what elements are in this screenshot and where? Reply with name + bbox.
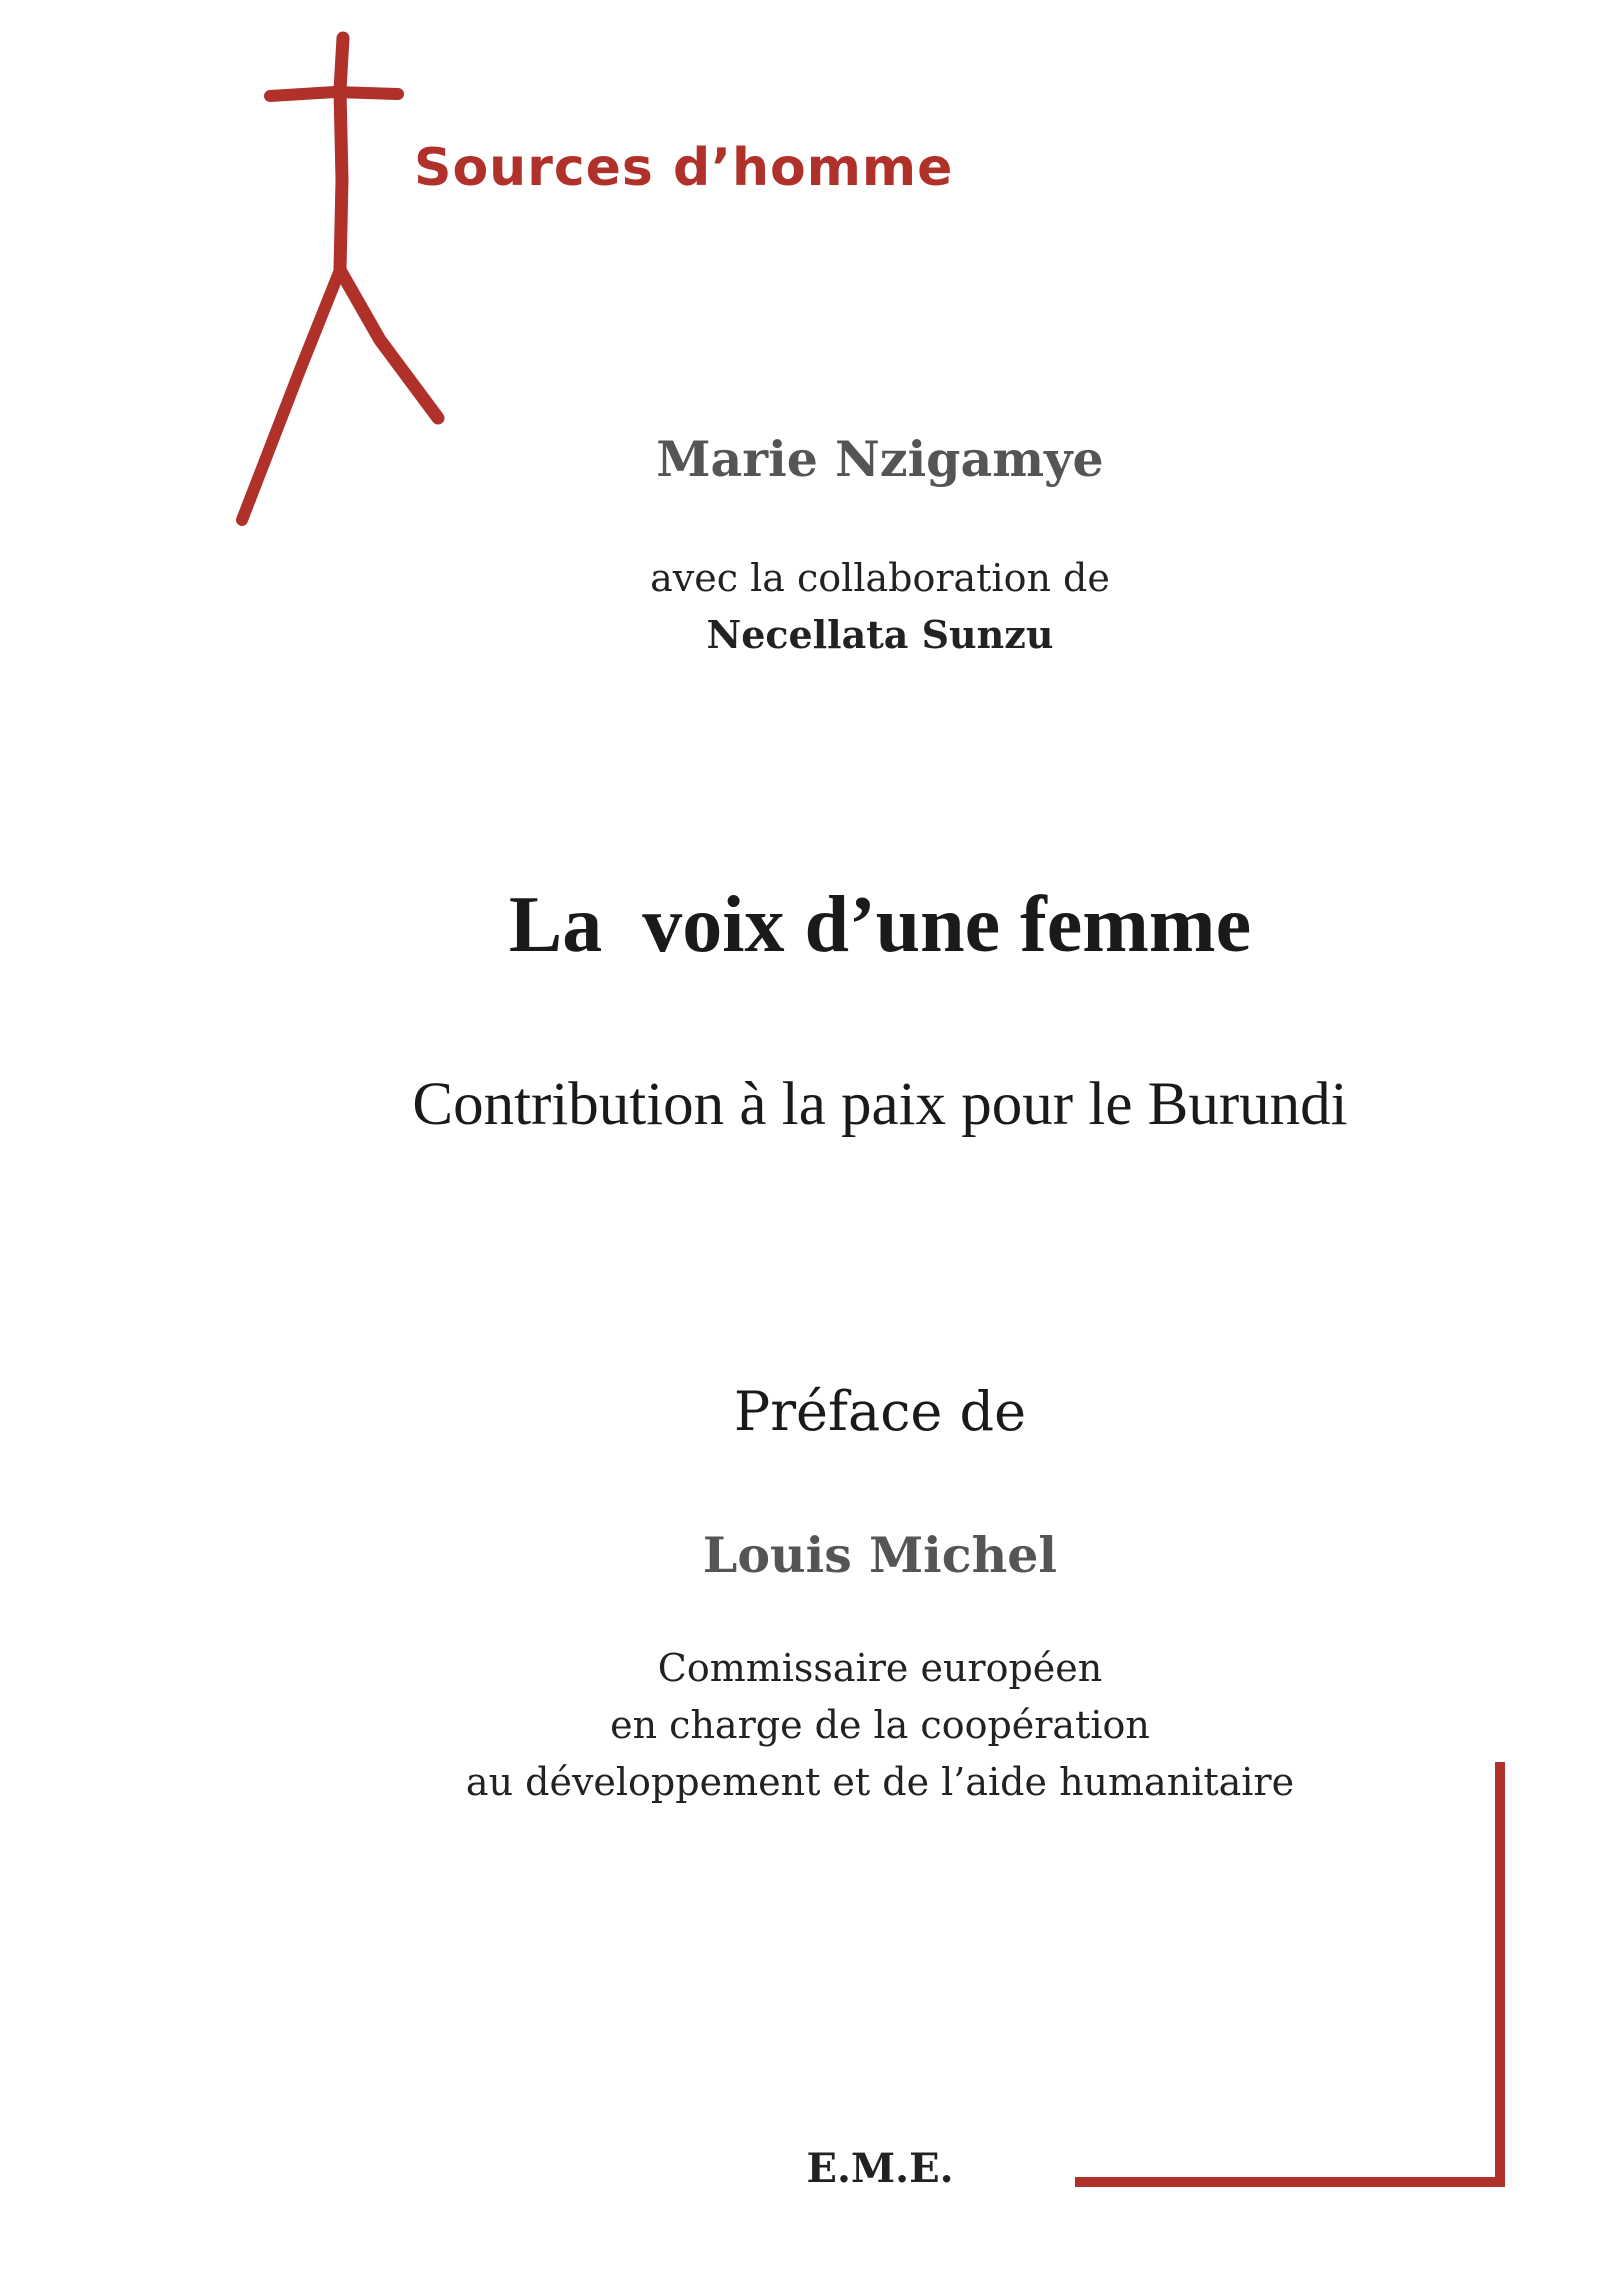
- preface-role-line: en charge de la coopération: [610, 1703, 1150, 1747]
- preface-role-line: au développement et de l’aide humanitaire: [465, 1760, 1295, 1804]
- series-name: Sources d’homme: [414, 138, 954, 198]
- collaborator-name: Necellata Sunzu: [706, 612, 1054, 657]
- collaboration-label: avec la collaboration de: [650, 556, 1110, 600]
- corner-frame-decoration: [1075, 1762, 1505, 2192]
- preface-role-line: Commissaire européen: [657, 1646, 1103, 1690]
- book-subtitle: Contribution à la paix pour le Burundi: [412, 1071, 1348, 1138]
- author-name: Marie Nzigamye: [656, 430, 1104, 488]
- preface-label: Préface de: [733, 1380, 1027, 1443]
- book-title: La voix d’une femme: [508, 881, 1252, 969]
- preface-author: Louis Michel: [702, 1526, 1058, 1584]
- publisher-name: E.M.E.: [806, 2145, 954, 2192]
